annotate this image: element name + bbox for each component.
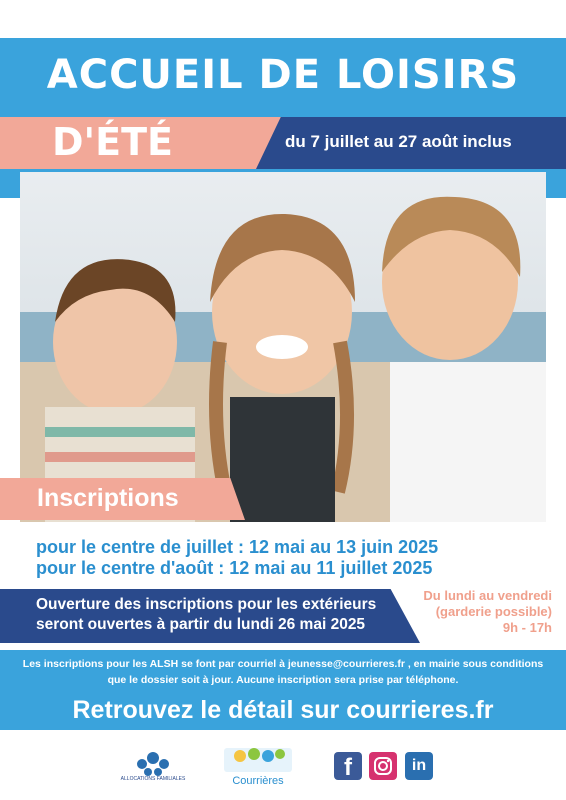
instagram-icon[interactable] [369, 752, 397, 780]
page-title: ACCUEIL DE LOISIRS [46, 52, 520, 98]
hours-days: Du lundi au vendredi [423, 588, 552, 603]
july-dates: pour le centre de juillet : 12 mai au 13 juin 2025 [36, 537, 439, 557]
courrieres-label: Courrières [232, 775, 284, 787]
caf-logo [128, 748, 178, 792]
note-line-2: que le dossier soit à jour. Aucune inscription sera prise par téléphone. [107, 674, 459, 686]
august-dates: pour le centre d'août : 12 mai au 11 juillet 2025 [36, 558, 433, 578]
website-cta[interactable]: Retrouvez le détail sur courrieres.fr [72, 696, 494, 724]
facebook-icon[interactable]: f [334, 752, 362, 780]
note-line-1: Les inscriptions pour les ALSH se font par courriel à jeunesse@courrieres.fr , en mairie sous conditions [22, 658, 544, 670]
caf-label: ALLOCATIONS FAMILIALES [120, 776, 186, 782]
page-subtitle: D'ÉTÉ [52, 120, 174, 164]
children-photo [20, 172, 546, 522]
hours-care: (garderie possible) [435, 604, 552, 619]
dates-text: du 7 juillet au 27 août inclus [285, 132, 512, 151]
hours-time: 9h - 17h [502, 620, 552, 635]
inscriptions-heading: Inscriptions [37, 484, 179, 512]
linkedin-icon[interactable]: in [405, 752, 433, 780]
opening-line-2: seront ouvertes à partir du lundi 26 mai 2025 [36, 616, 366, 633]
opening-line-1: Ouverture des inscriptions pour les extérieurs [36, 596, 377, 613]
